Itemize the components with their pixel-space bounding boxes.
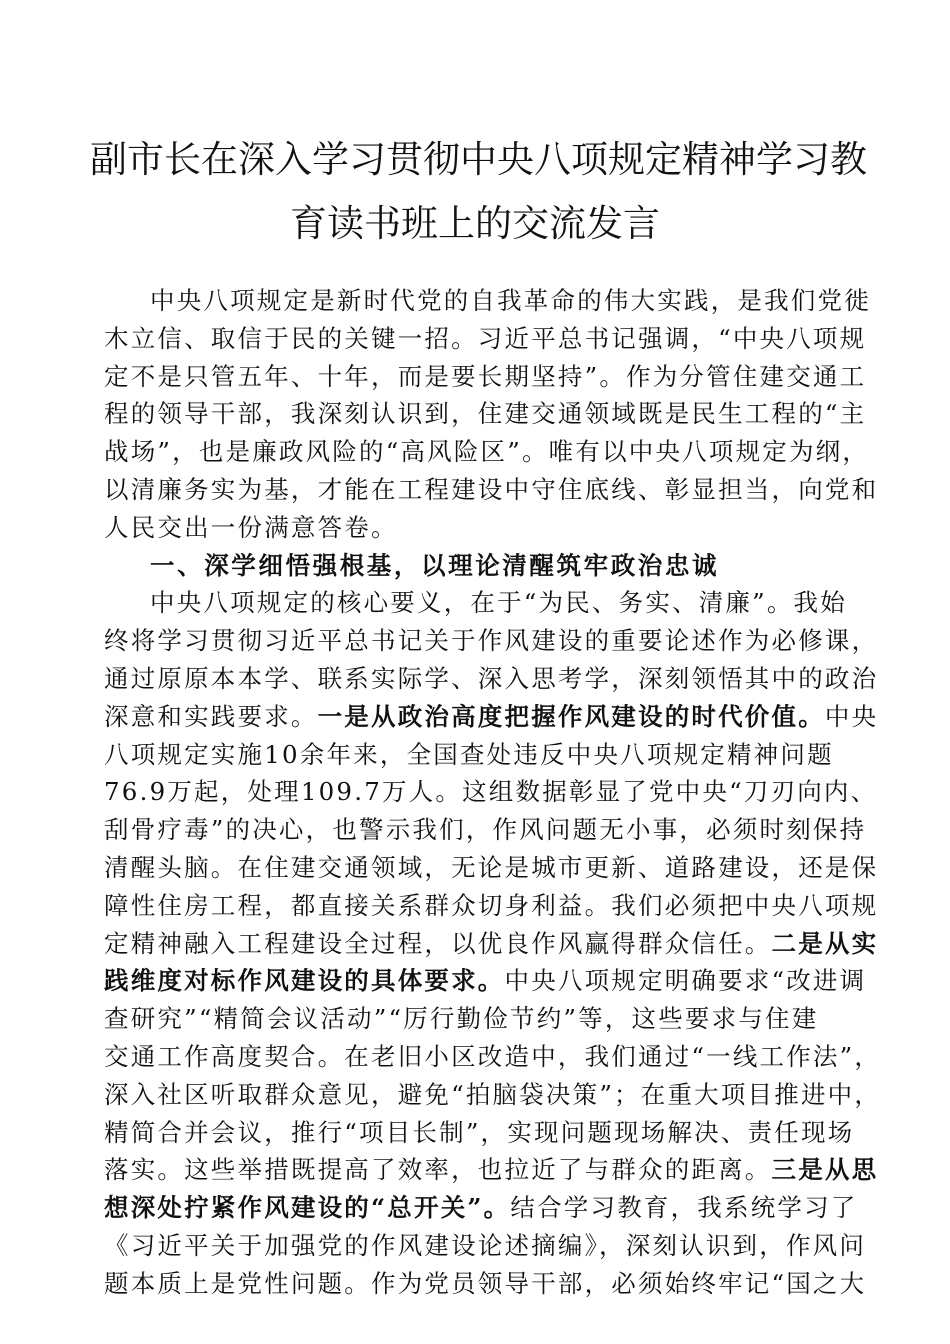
- title-line-1: 副市长在深入学习贯彻中央八项规定精神学习教: [90, 138, 867, 181]
- text-line: [104, 1189, 858, 1227]
- text-line: [104, 1265, 867, 1303]
- text-line: [104, 811, 867, 849]
- text-segment: 人民交出一份满意答卷。: [104, 512, 398, 542]
- document-title: [90, 128, 867, 256]
- text-segment: 题本质上是党性问题。作为党员领导干部，必须始终牢记“国之大: [104, 1268, 867, 1298]
- text-segment: 76.9万起，处理109.7万人。这组数据彰显了党中央“刀刃向内、: [104, 777, 878, 807]
- text-line: [104, 736, 852, 774]
- text-line: [104, 925, 879, 963]
- text-segment: 中央八项规定明确要求“改进调: [504, 966, 867, 996]
- text-segment: 结合学习教育，我系统学习了: [510, 1193, 858, 1223]
- bold-text: 一是从政治高度把握作风建设的时代价值。: [317, 701, 825, 731]
- text-segment: 定不是只管五年、十年，而是要长期坚持”。作为分管住建交通工: [104, 361, 867, 391]
- text-segment: 程的领导干部，我深刻认识到，住建交通领域既是民生工程的“主: [104, 399, 867, 429]
- text-segment: 深入社区听取群众意见，避免“拍脑袋决策”；在重大项目推进中，: [104, 1079, 882, 1109]
- text-segment: 刮骨疗毒”的决心，也警示我们，作风问题无小事，必须时刻保持: [104, 815, 867, 845]
- text-line: [104, 698, 879, 736]
- text-line: [104, 282, 871, 320]
- text-line: [104, 320, 867, 358]
- text-segment: 交通工作高度契合。在老旧小区改造中，我们通过“一线工作法”，: [104, 1041, 882, 1071]
- text-line: [104, 1076, 882, 1114]
- text-line: [104, 622, 879, 660]
- bold-text: 想深处拧紧作风建设的“总开关”。: [104, 1193, 511, 1223]
- text-line: [104, 887, 879, 925]
- text-line: [104, 962, 867, 1000]
- text-line: [104, 773, 878, 811]
- text-line: [104, 509, 852, 547]
- text-line: [104, 358, 867, 396]
- text-line: [104, 1227, 867, 1265]
- text-line: [104, 1151, 879, 1189]
- document-body: [104, 282, 882, 1303]
- text-line: [104, 660, 879, 698]
- bold-text: 二是从实: [771, 928, 879, 958]
- text-line: [104, 849, 879, 887]
- text-line: [104, 1038, 882, 1076]
- text-segment: 中央: [824, 701, 879, 731]
- text-segment: 中央八项规定的核心要义，在于“为民、务实、清廉”。我始: [150, 588, 847, 618]
- text-segment: 查研究”“精简会议活动”“厉行勤俭节约”等，这些要求与住建: [104, 1004, 819, 1034]
- text-line: [104, 433, 870, 471]
- text-segment: 通过原原本本学、联系实际学、深入思考学，深刻领悟其中的政治: [104, 663, 879, 693]
- text-segment: 以清廉务实为基，才能在工程建设中守住底线、彰显担当，向党和: [104, 474, 879, 504]
- text-segment: 深意和实践要求。: [104, 701, 318, 731]
- text-segment: 落实。这些举措既提高了效率，也拉近了与群众的距离。: [104, 1155, 772, 1185]
- bold-text: 一、深学细悟强根基，以理论清醒筑牢政治忠诚: [150, 550, 720, 580]
- text-segment: 八项规定实施10余年来，全国查处违反中央八项规定精神问题: [104, 739, 834, 769]
- text-line: [104, 584, 852, 622]
- text-line: [104, 1114, 855, 1152]
- bold-text: 践维度对标作风建设的具体要求。: [104, 966, 505, 996]
- text-segment: 精简合并会议，推行“项目长制”，实现问题现场解决、责任现场: [104, 1117, 855, 1147]
- text-segment: 中央八项规定是新时代党的自我革命的伟大实践，是我们党徙: [150, 286, 871, 315]
- title-line-2: 育读书班上的交流发言: [290, 202, 660, 245]
- text-segment: 障性住房工程，都直接关系群众切身利益。我们必须把中央八项规: [104, 890, 879, 920]
- bold-text: 三是从思: [771, 1155, 879, 1185]
- text-line: [104, 395, 867, 433]
- text-segment: 终将学习贯彻习近平总书记关于作风建设的重要论述作为必修课，: [104, 626, 879, 656]
- text-segment: 定精神融入工程建设全过程，以优良作风赢得群众信任。: [104, 928, 772, 958]
- text-line: [104, 1000, 852, 1038]
- text-segment: 《习近平关于加强党的作风建设论述摘编》，深刻认识到，作风问: [104, 1230, 867, 1260]
- text-segment: 木立信、取信于民的关键一招。习近平总书记强调，“中央八项规: [104, 323, 867, 353]
- section-heading: [104, 547, 852, 585]
- text-segment: 清醒头脑。在住建交通领域，无论是城市更新、道路建设，还是保: [104, 852, 879, 882]
- text-segment: 战场”，也是廉政风险的“高风险区”。唯有以中央八项规定为纲，: [104, 437, 870, 467]
- text-line: [104, 471, 879, 509]
